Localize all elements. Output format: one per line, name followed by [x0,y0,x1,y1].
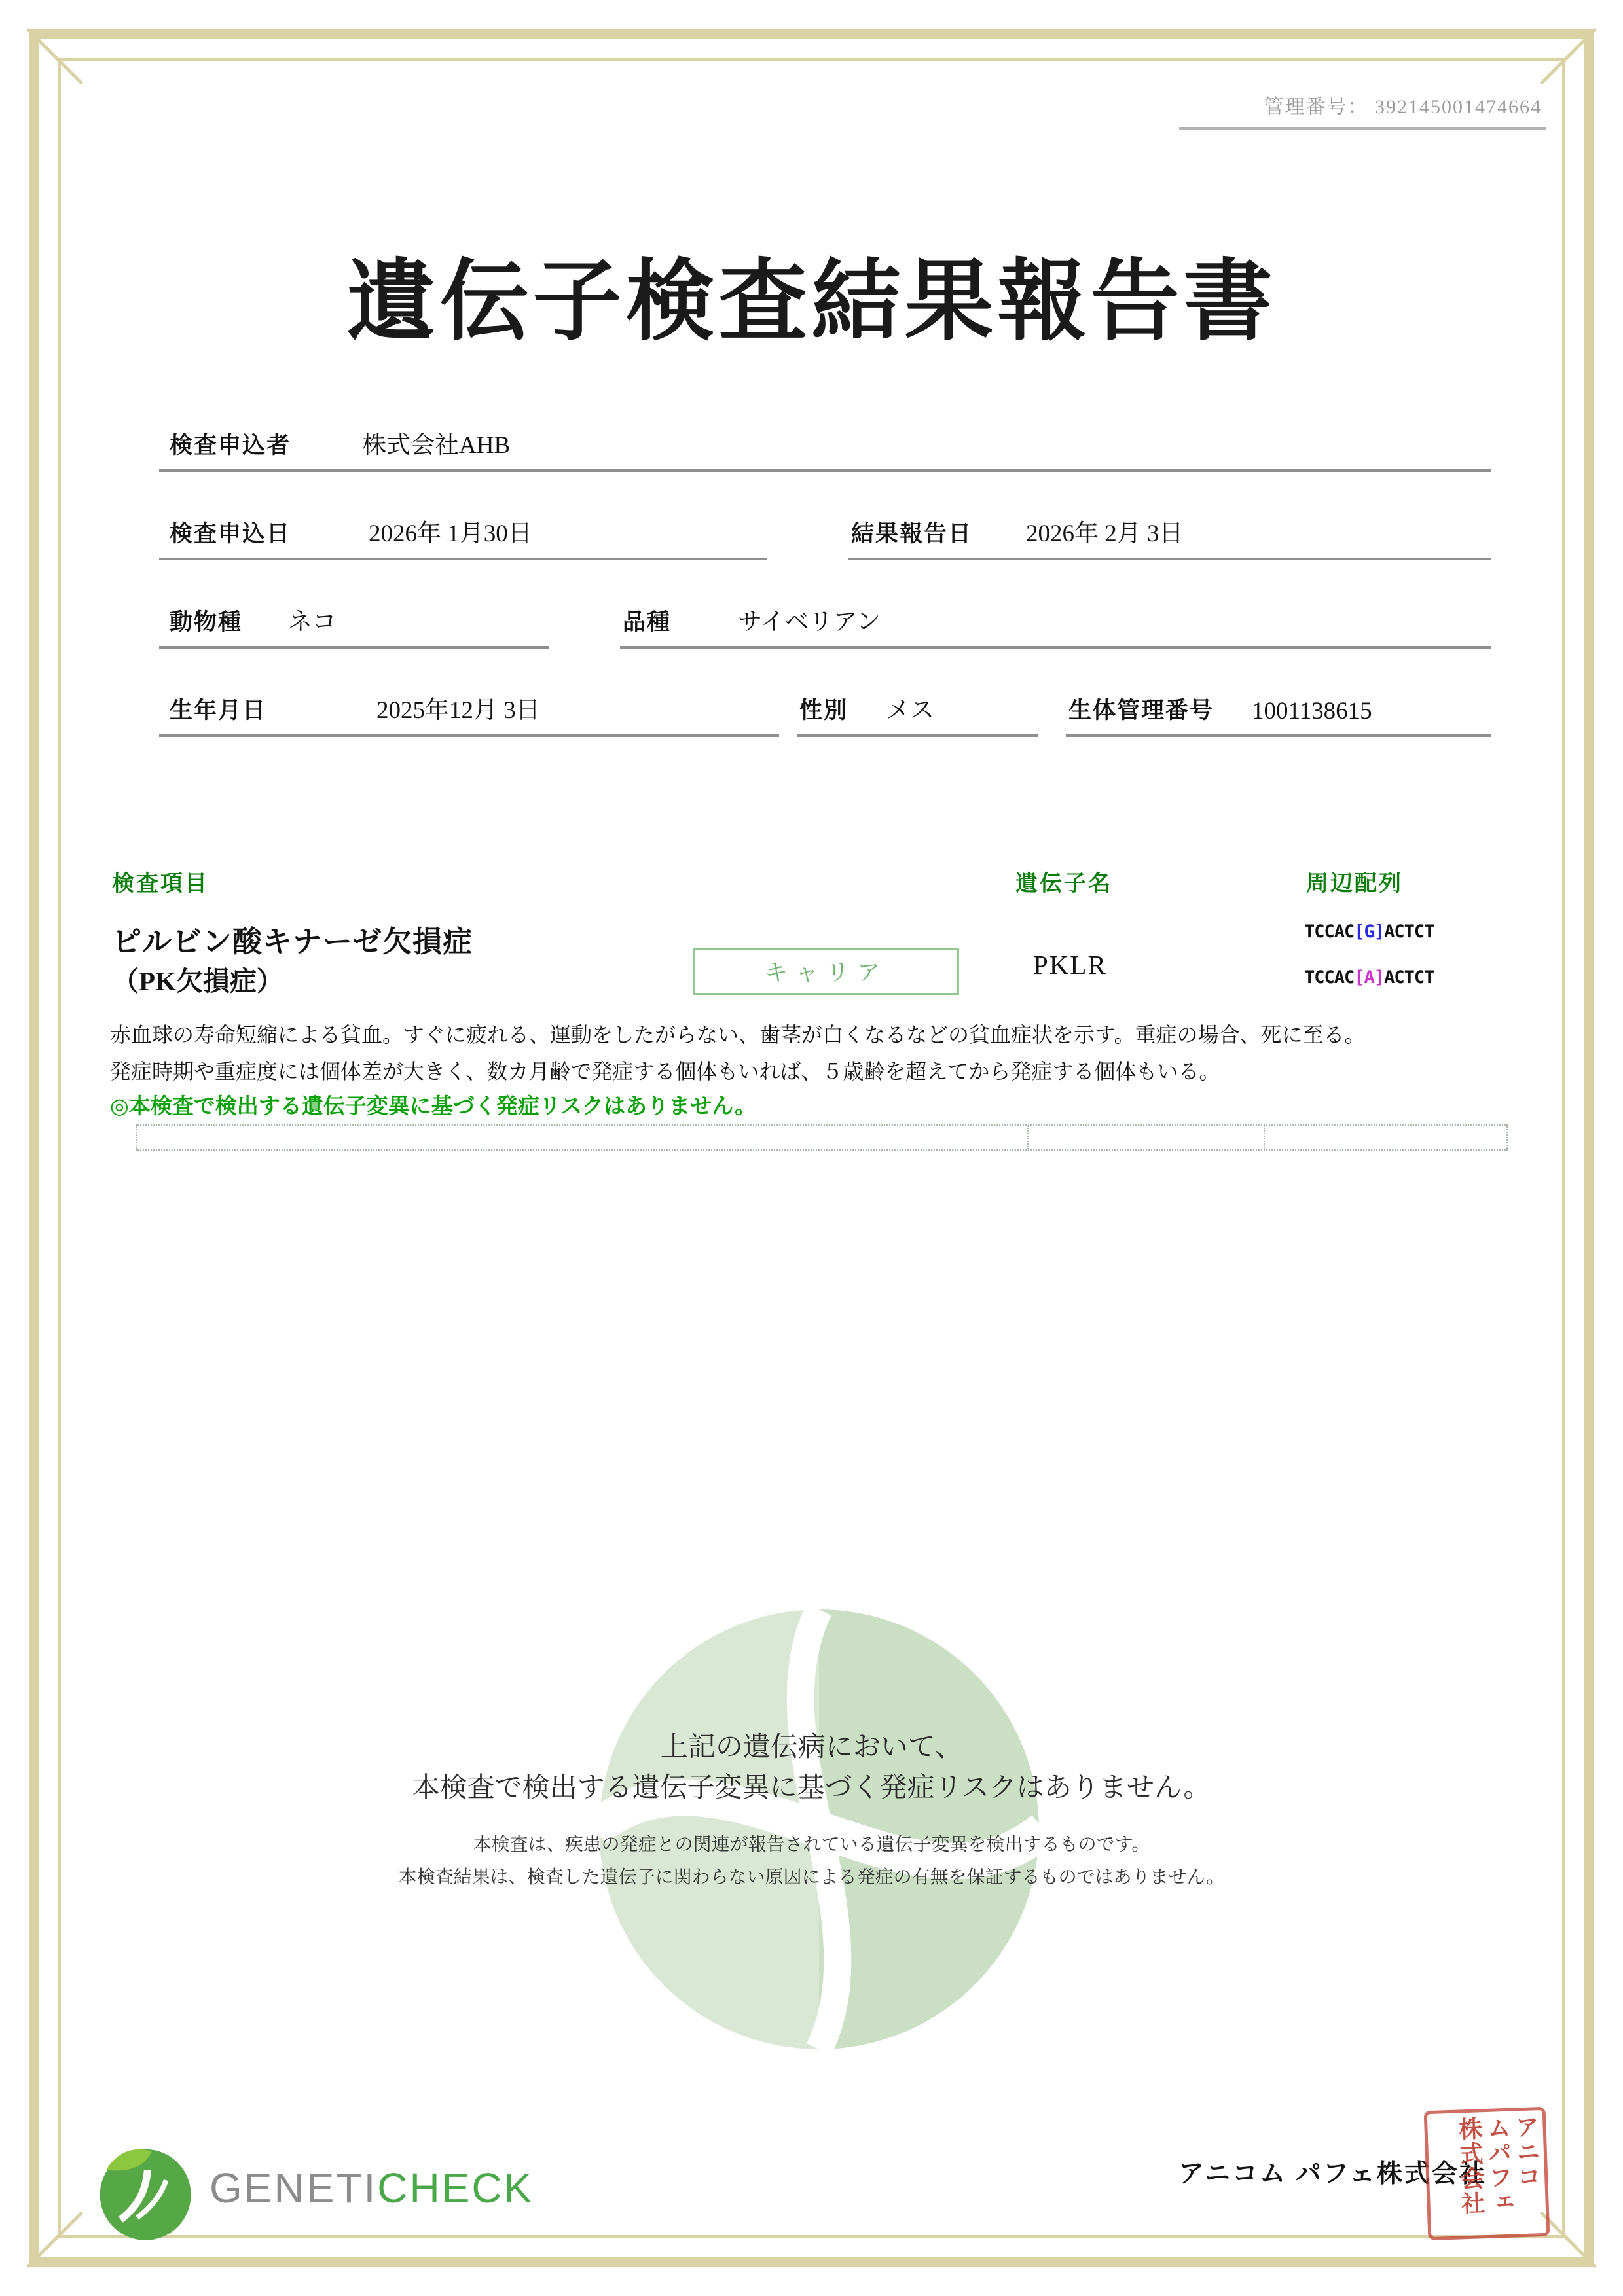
field-report-date-label: 結果報告日 [851,521,973,547]
management-number [1179,90,1546,130]
gene-name: PKLR [1033,950,1107,980]
sequence-line-1 [1304,922,1434,942]
frame-corner-bottom-left [26,2211,83,2268]
logo-text-geneti: GENETI [210,2164,378,2212]
field-species [159,594,549,649]
seal-text-col-1: アニコ [1512,2114,1541,2190]
field-apply-date [159,505,767,560]
field-birth-date-label: 生年月日 [170,698,267,723]
frame-corner-top-left [26,28,83,85]
field-applicant [159,417,1491,472]
seal-text-col-2: ムパフェ [1484,2115,1514,2216]
field-apply-date-label: 検査申込日 [170,521,291,547]
sequence-2-suffix: ACTCT [1384,967,1434,988]
summary-line-1: 上記の遺伝病において、 [660,1731,963,1762]
geneticheck-logo-text [210,2164,534,2212]
summary-note-1: 本検査は、疾患の発症との関連が報告されている遺伝子変異を検出するものです。 [473,1834,1150,1854]
field-bio-id-label: 生体管理番号 [1068,698,1214,723]
page-title: 遺伝子検査結果報告書 [346,253,1277,351]
result-status-badge [693,948,959,995]
field-report-date [848,505,1491,560]
empty-result-row [136,1124,1508,1151]
sequence-1-suffix: ACTCT [1384,922,1434,942]
risk-note: ◎本検査で検出する遺伝子変異に基づく発症リスクはありません。 [110,1095,757,1119]
disease-description-line1: 赤血球の寿命短縮による貧血。すぐに疲れる、運動をしたがらない、歯茎が白くなるなどの貧血症状を示す。重症の場合、死に至る。 [110,1023,1366,1047]
field-sex [797,682,1038,737]
management-number-label: 管理番号： [1264,96,1369,118]
sequence-2-prefix: TCCAC [1304,967,1355,988]
summary-note-2: 本検査結果は、検査した遺伝子に関わらない原因による発症の有無を保証するものではありません。 [398,1867,1225,1887]
field-bio-id [1066,682,1491,737]
field-species-label: 動物種 [170,609,243,635]
field-birth-date [159,682,779,737]
column-header-sequence: 周辺配列 [1306,872,1403,896]
management-number-value: 392145001474664 [1375,96,1542,118]
column-header-gene-name: 遺伝子名 [1015,872,1112,896]
field-applicant-value: 株式会社AHB [362,432,511,459]
test-item-name-line2: （PK欠損症） [112,966,283,996]
empty-row-divider-1 [1027,1126,1029,1149]
company-seal [1424,2107,1550,2240]
field-breed-label: 品種 [623,609,672,635]
field-applicant-label: 検査申込者 [170,433,291,458]
company-name: アニコム パフェ株式会社 [1178,2160,1487,2188]
empty-row-divider-2 [1264,1126,1265,1149]
sequence-line-2 [1304,967,1434,988]
result-status-label: キャリア [764,960,888,986]
sequence-2-variant: [A] [1354,967,1385,988]
watermark-logo-icon [590,1600,1048,2058]
field-sex-value: メス [886,697,934,724]
geneticheck-logo-icon [92,2139,195,2242]
seal-text-col-3: 株式会社 [1455,2116,1486,2217]
column-header-test-item: 検査項目 [112,872,209,896]
sequence-1-variant: [G] [1354,922,1385,942]
field-report-date-value: 2026年 2月 3日 [1026,520,1184,547]
field-apply-date-value: 2026年 1月30日 [369,520,532,547]
sequence-1-prefix: TCCAC [1304,922,1355,942]
logo-text-check: CHECK [377,2164,534,2212]
field-species-value: ネコ [288,609,337,636]
field-sex-label: 性別 [799,698,848,723]
field-bio-id-value: 1001138615 [1252,698,1372,725]
disease-description-line2: 発症時期や重症度には個体差が大きく、数カ月齢で発症する個体もいれば、５歳齢を超えてから発症する個体もいる。 [110,1060,1220,1083]
field-breed [620,594,1491,649]
field-breed-value: サイベリアン [738,609,881,636]
test-item-name-line1: ピルビン酸キナーゼ欠損症 [112,925,473,958]
field-birth-date-value: 2025年12月 3日 [376,697,540,724]
frame-corner-top-right [1540,28,1597,85]
summary-line-2: 本検査で検出する遺伝子変異に基づく発症リスクはありません。 [412,1772,1211,1803]
